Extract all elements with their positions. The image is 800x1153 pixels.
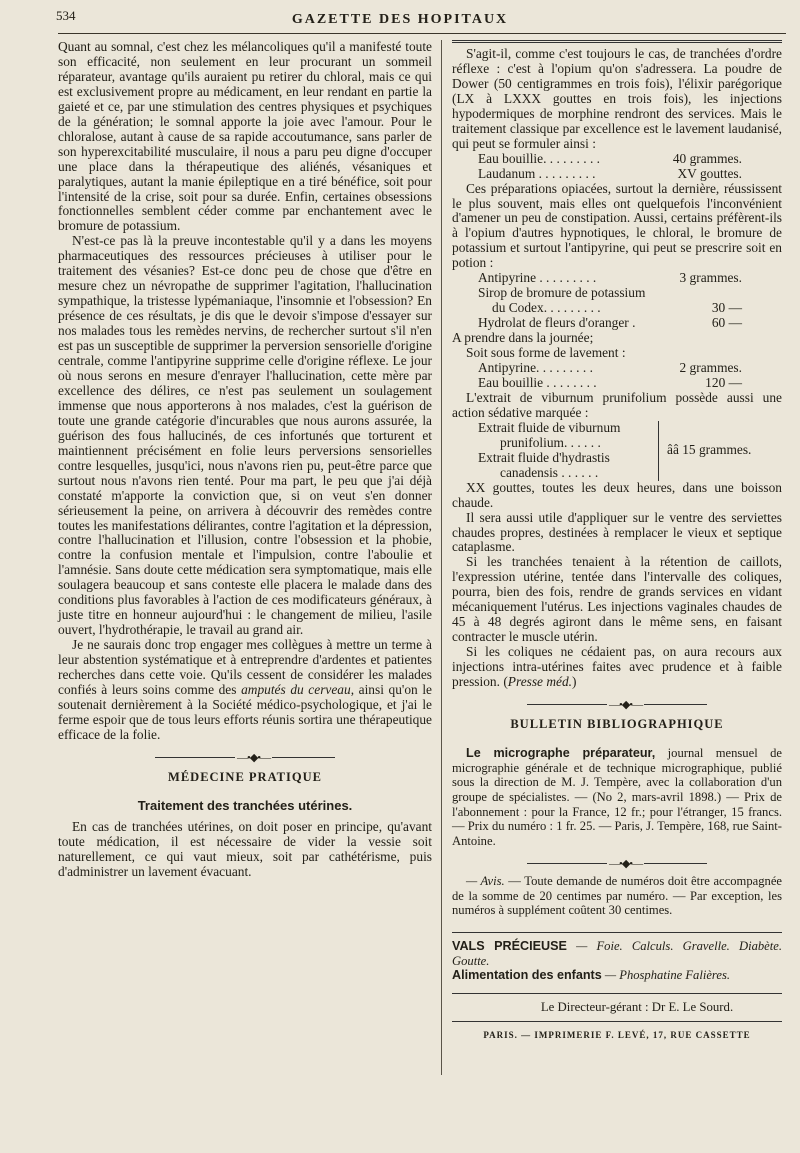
paragraph: A prendre dans la journée;	[452, 330, 594, 346]
ad-text: — Phosphatine Falières.	[601, 968, 731, 983]
rx-item: Antipyrine . . . . . . . . .	[478, 270, 597, 286]
page-number: 534	[56, 8, 76, 23]
rx-line: Extrait fluide d'hydrastis	[478, 449, 610, 465]
left-column	[58, 40, 432, 880]
column-divider	[441, 40, 442, 1075]
rx-qty: 120 —	[705, 374, 742, 390]
advertisement	[452, 968, 782, 983]
paragraph	[58, 638, 432, 743]
notice	[452, 874, 782, 918]
text-span: Je ne saurais donc trop engager mes collègues à mettre un terme à leur abstention systématique et à entreprendre d'ardentes et patientes recherches dans cette voie. Qu'ils cessent de considérer les malades confiés à leurs soins comme des	[58, 637, 432, 697]
paragraph: En cas de tranchées utérines, on doit poser en principe, qu'avant toute médication, il est nécessaire de vider la vessie soit naturellement, ce qui vaut mieux, soit par cathétérisme, puis d'administrer un lavement évacuant.	[58, 818, 432, 879]
paragraph: Il sera aussi utile d'appliquer sur le ventre des serviettes chaudes propres, destinées à remplacer le vieux et septique cataplasme.	[452, 509, 782, 555]
brace-lines	[478, 421, 659, 481]
paragraph: Quant au somnal, c'est chez les mélancoliques qu'il a manifesté toute son efficacité, non seulement en leur procurant un sommeil réparateur, avantage qu'ils auraient pu retirer du chloral, mais ce qui est exclusivement propre au médicament, en leur rendant en partie la gaieté et ce, par une stimulation des centres physiques et psychiques de la génération; le somnal apporte la joie avec l'amour. Pour le chloralose, autant à cause de sa rapide accoutumance, sans parler de son hyperexcitabilité musculaire, il nous a paru peu digne d'occuper une place dans la thérapeutique des aliénés, vésaniques et paralytiques, autant la manie épileptique en a tiré bénéfice, soit pour l'intensité de la crise, soit pour sa durée. Enfin, certaines obsessions fonctionnelles semblent céder comme par enchantement avec le bromure de potassium.	[58, 39, 432, 234]
ornament-glyph: —•◆•—	[609, 857, 643, 870]
biblio-text: journal mensuel de micrographie générale et de technique micrographique, publié sous la direction de M. J. Tempère, avec la collaboration d'un groupe de spécialistes. — (No 2, mars-avril 1898.) — Prix de l'abonnement : pour la France, 12 fr.; pour l'étranger, 15 francs. — Prix du numéro : 1 fr. 25. — Paris, J. Tempère, 168, rue Saint-Antoine.	[452, 745, 782, 849]
ornament-separator	[527, 857, 707, 870]
brace-prescription	[478, 421, 782, 481]
divider	[452, 993, 782, 994]
ad-brand: Alimentation des enfants	[452, 968, 602, 983]
text-span: , ainsi qu'on le soutenait dernièrement à la Société médico-psychologique, et j'ai le ferme espoir que de tous leurs efforts réunis sortira une thérapeutique efficace de la folie.	[58, 681, 432, 742]
prescription-line	[452, 286, 782, 301]
prescription-line	[452, 361, 782, 376]
rx-qty: 2 grammes.	[679, 360, 742, 376]
notice-text: — Toute demande de numéros doit être accompagnée de la somme de 20 centimes par numéro. — Par exception, les numéros à supplément coûtent 30 centimes.	[452, 873, 782, 918]
advertisement	[452, 939, 782, 968]
prescription-line	[452, 152, 782, 167]
divider	[452, 1021, 782, 1022]
rx-item: du Codex. . . . . . . . .	[492, 300, 601, 316]
subsection-title: Traitement des tranchées utérines.	[137, 797, 353, 813]
divider	[452, 932, 782, 933]
source-citation: Presse méd.	[507, 674, 573, 690]
header-rule	[58, 33, 786, 34]
rx-qty: 3 grammes.	[679, 270, 742, 286]
bibliography-entry	[452, 746, 782, 849]
rx-line: canadensis . . . . . .	[500, 464, 599, 480]
paragraph	[452, 645, 782, 690]
rx-item: Eau bouillie. . . . . . . . .	[478, 150, 600, 166]
bulletin-title: BULLETIN BIBLIOGRAPHIQUE	[510, 716, 724, 731]
rx-qty: XV gouttes.	[677, 165, 742, 181]
top-rule	[452, 40, 782, 43]
rx-item: Sirop de bromure de potassium	[478, 285, 646, 301]
rx-qty: 40 grammes.	[672, 150, 742, 166]
ornament-glyph: —•◆•—	[609, 698, 643, 711]
italic-phrase: amputés du cerveau	[241, 681, 351, 697]
ornament-separator	[527, 698, 707, 711]
section-title: MÉDECINE PRATIQUE	[168, 769, 322, 784]
right-column	[452, 40, 782, 1043]
paragraph: Soit sous forme de lavement :	[466, 345, 626, 361]
ad-brand: VALS PRÉCIEUSE	[452, 938, 567, 953]
ad-text: — Foie. Calculs. Gravelle. Diabète. Goutte.	[452, 938, 782, 968]
paragraph: Ces préparations opiacées, surtout la dernière, réussissent le plus souvent, mais elles ont quelquefois l'inconvénient d'amener un peu de constipation. Aussi, certains préfèrent-ils à l'opium d'autres hypnotiques, le chloral, le bromure de potassium et surtout l'antipyrine, qui peut se prescrire soit en potion :	[452, 180, 782, 271]
ornament-glyph: —•◆•—	[237, 751, 271, 764]
notice-label: — Avis.	[466, 873, 505, 888]
rx-item: Laudanum . . . . . . . . .	[478, 165, 596, 181]
rx-qty: ââ 15 grammes.	[667, 442, 752, 458]
paragraph: S'agit-il, comme c'est toujours le cas, de tranchées d'ordre réflexe : c'est à l'opium qu'on s'adressera. La poudre de Dower (50 centigrammes en trois fois), l'élixir parégorique (LX à LXXX gouttes en trois fois), les injections hypodermiques de morphine rendront des services. Mais le traitement classique par excellence est le lavement laudanisé, qui peut se formuler ainsi :	[452, 46, 782, 151]
rx-item: Antipyrine. . . . . . . . .	[478, 360, 593, 376]
prescription-line	[452, 301, 782, 316]
printer-line: PARIS. — IMPRIMERIE F. LEVÉ, 17, RUE CASSETTE	[483, 1030, 751, 1041]
paragraph: L'extrait de viburnum prunifolium possède aussi une action sédative marquée :	[452, 389, 782, 420]
prescription-line	[452, 271, 782, 286]
running-title: GAZETTE DES HOPITAUX	[291, 12, 509, 27]
rx-line: Extrait fluide de viburnum	[478, 419, 621, 435]
text-span: )	[572, 674, 577, 690]
text-span: Si les coliques ne cédaient pas, on aura recours aux injections intra-utérines faites avec prudence et à faible pression. (	[452, 644, 782, 690]
biblio-title: Le micrographe préparateur,	[466, 745, 656, 760]
prescription-line	[452, 376, 782, 391]
prescription-line	[452, 316, 782, 331]
paragraph: XX gouttes, toutes les deux heures, dans une boisson chaude.	[452, 479, 782, 510]
prescription-line	[452, 167, 782, 182]
ornament-separator	[155, 751, 335, 764]
paragraph: N'est-ce pas là la preuve incontestable qu'il y a dans les moyens pharmaceutiques des ressources précieuses à utiliser pour le traitement des vésanies? Est-ce donc peu de chose que d'être en mesure chez un névropathe de supprimer l'agitation, l'hallucination sympathique, la tristesse lypémaniaque, l'insomnie et l'obsession? En présence de ces résultats, je dis que le devoir s'impose d'essayer sur nos malades tous les remèdes nervins, de rechercher surtout s'il n'en est pas un susceptible de supprimer la perversion sensorielle d'origine centrale, comme l'antipyrine supprime celle d'origine réflexe. Le jour où nous serons en mesure d'enrayer l'hallucination, cette mère par excellence des délires, ce n'est pas seulement un soulagement immense que nous apporterons à nos malades, c'est la guérison de toute une grande catégorie d'incurables que nous aurons assurée, la guérison des fous hallucinés, de ces infortunés que torturent et maintiennent précisément en folie leurs perversions sensorielles contre lesquelles, jusqu'ici, nous n'avons rien pu, peut-être parce que surtout nous n'avons rien tenté. Pour ma part, le peu que j'ai déjà constaté m'apporte la conviction que, si on veut s'en donner sérieusement la peine, on arrivera à découvrir des remèdes contre toutes les manifestations délirantes, contre l'agitation et la dépression, contre l'hallucination et l'illusion, contre l'obsession et la phobie, contre la confusion mentale et l'impulsion, contre l'aboulie et l'amnésie. Sans doute cette médication sera symptomatique, mais elle soulagera beaucoup et sans conteste elle placera le malade dans des conditions plus favorables à l'action de ces modificateurs généraux, à juste titre en honneur aujourd'hui : le changement de milieu, l'asile ouvert, l'hydrothérapie, le travail au grand air.	[58, 233, 432, 638]
rx-item: Hydrolat de fleurs d'oranger .	[478, 315, 636, 331]
paragraph: Si les tranchées tenaient à la rétention de caillots, l'expression utérine, tentée dans l'intervalle des coliques, pourra, bien des fois, rendre de grands services en vidant mécaniquement l'utérus. Les injections vaginales chaudes de 45 à 48 degrés agiront dans le même sens, en faisant contracter le muscle utérin.	[452, 554, 782, 645]
rx-line: prunifolium. . . . . .	[500, 434, 601, 450]
rx-item: Eau bouillie . . . . . . . .	[478, 374, 597, 390]
rx-qty: 60 —	[711, 315, 742, 331]
rx-qty: 30 —	[711, 300, 742, 316]
director-signature: Le Directeur-gérant : Dr E. Le Sourd.	[540, 1000, 734, 1015]
